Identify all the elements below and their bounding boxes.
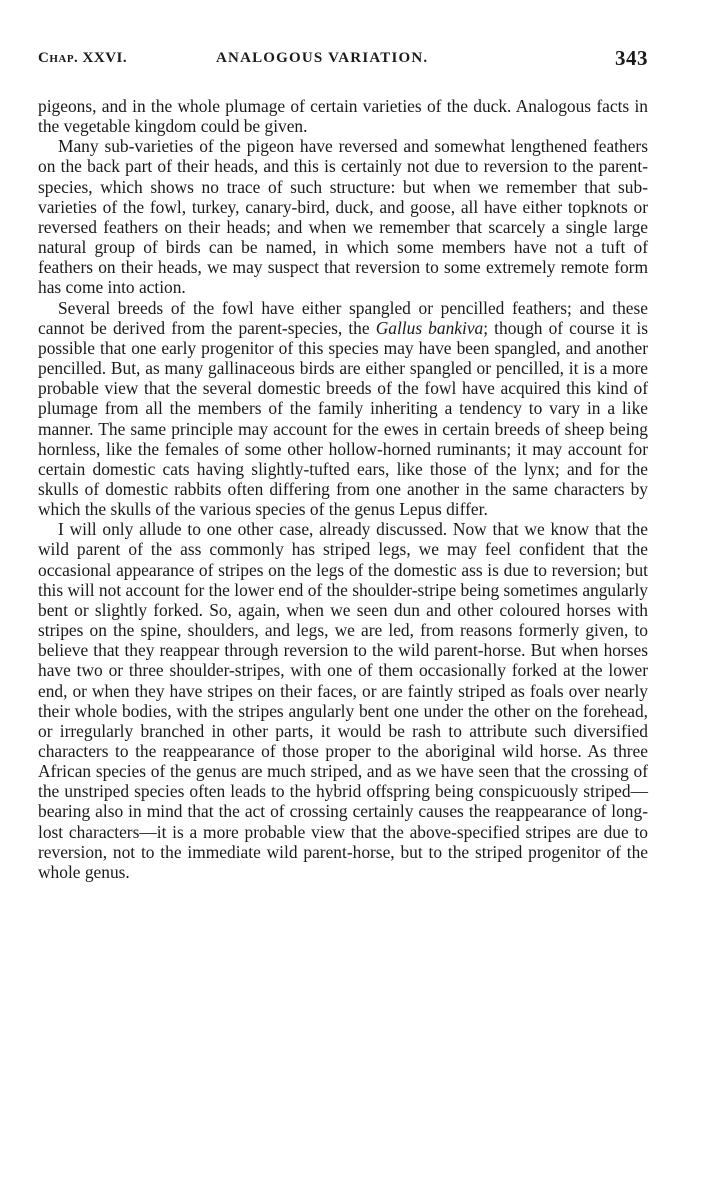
- chapter-label: Chap. XXVI.: [38, 50, 128, 66]
- paragraph: I will only allude to one other case, already discussed. Now that we know that the wild parent of the ass commonly has striped legs, we may feel confident that the occasional appearance of stripes on the legs of the domestic ass is due to reversion; but this will not account for the lower end of the shoulder-stripe being sometimes angularly bent or slightly forked. So, again, when we seen dun and other coloured horses with stripes on the spine, shoulders, and legs, we are led, from reasons formerly given, to believe that they reappear through reversion to the wild parent-horse. But when horses have two or three shoulder-stripes, with one of them occasionally forked at the lower end, or when they have stripes on their faces, or are faintly striped as foals over nearly their whole bodies, with the stripes angularly bent one under the other on the forehead, or irregularly branched in other parts, it would be rash to attribute such diversified characters to the reappearance of those proper to the aboriginal wild horse. As three African species of the genus are much striped, and as we have seen that the crossing of the unstriped species often leads to the hybrid offspring being conspicuously striped—bearing also in mind that the act of crossing certainly causes the reappearance of long-lost characters—it is a more probable view that the above-specified stripes are due to reversion, not to the immediate wild parent-horse, but to the striped progenitor of the whole genus.: [38, 519, 648, 882]
- paragraph-text: ; though of course it is possible that one early progenitor of this species may have been spangled, and another pencilled. But, as many gallinaceous birds are either spangled or pencilled, it is a more probable view that the several domestic breeds of the fowl have acquired this kind of plumage from all the members of the family inheriting a tendency to vary in a like manner. The same principle may account for the ewes in certain breeds of sheep being hornless, like the females of some other hollow-horned ruminants; it may account for certain domestic cats having slightly-tufted ears, like those of the lynx; and for the skulls of domestic rabbits often differing from one another in the same characters by which the skulls of the various species of the genus Lepus differ.: [38, 317, 648, 520]
- book-page: [38, 40, 648, 882]
- running-head: [38, 40, 648, 74]
- page-number: 343: [615, 46, 648, 70]
- body-text: [38, 96, 648, 882]
- paragraph: pigeons, and in the whole plumage of certain varieties of the duck. Analogous facts in the vegetable kingdom could be given.: [38, 96, 648, 137]
- species-name: Gallus bankiva: [375, 317, 484, 338]
- paragraph-text: Several breeds of the fowl have either spangled or pencilled feathers; and these cannot be derived from the parent-species, the: [38, 297, 648, 338]
- paragraph: [38, 298, 648, 520]
- running-title: ANALOGOUS VARIATION.: [216, 50, 429, 66]
- paragraph: Many sub-varieties of the pigeon have reversed and somewhat lengthened feathers on the back part of their heads, and this is certainly not due to reversion to the parent-species, which shows no trace of such structure: but when we remember that sub-varieties of the fowl, turkey, canary-bird, duck, and goose, all have either topknots or reversed feathers on their heads; and when we remember that scarcely a single large natural group of birds can be named, in which some members have not a tuft of feathers on their heads, we may suspect that reversion to some extremely remote form has come into action.: [38, 136, 648, 298]
